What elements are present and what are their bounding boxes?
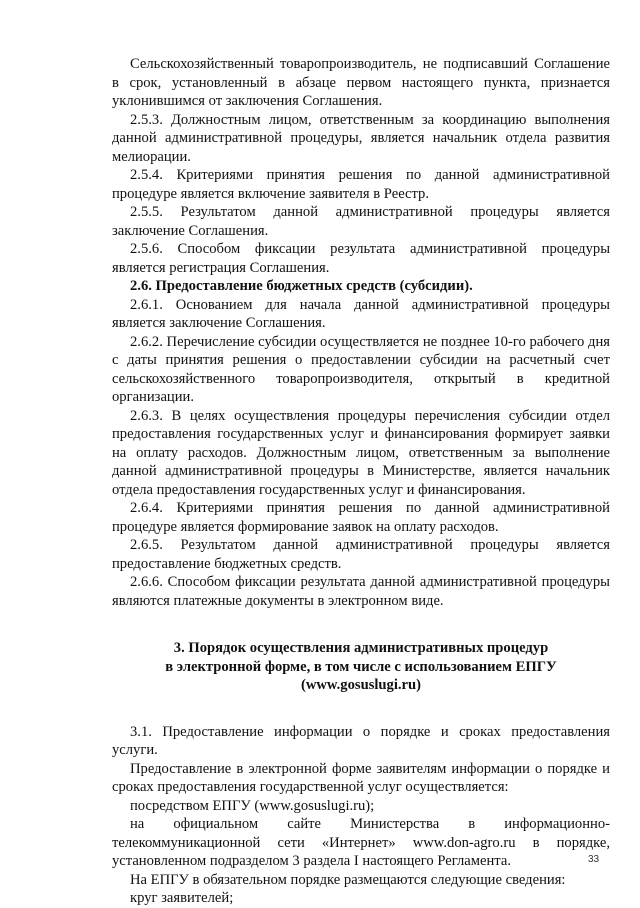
paragraph: 2.5.4. Критериями принятия решения по данной административной процедуре является включение заявителя в Реестр. [112,167,610,202]
paragraph: Предоставление в электронной форме заявителям информации о порядке и сроках предоставления государственной услуг осуществляется: [112,760,610,795]
section-3-title-line: (www.gosuslugi.ru) [300,677,421,693]
page-number: 33 [588,854,600,865]
paragraph: 2.5.5. Результатом данной административной процедуры является заключение Соглашения. [112,204,610,239]
section-3-title-line: 3. Порядок осуществления административных процедур [173,640,549,656]
paragraph: 2.6.4. Критериями принятия решения по данной административной процедуре является формирование заявок на оплату расходов. [112,500,610,535]
paragraph: Сельскохозяйственный товаропроизводитель, не подписавший Соглашение в срок, установленный в абзаце первом настоящего пункта, признается уклонившимся от заключения Соглашения. [112,56,610,109]
section-2-6-title: 2.6. Предоставление бюджетных средств (субсидии). [130,278,473,294]
paragraph: 2.6.6. Способом фиксации результата данной административной процедуры являются платежные документы в электронном виде. [112,574,610,609]
paragraph: посредством ЕПГУ (www.gosuslugi.ru); [130,797,375,814]
paragraph: 2.6.5. Результатом данной административной процедуры является предоставление бюджетных средств. [112,537,610,572]
paragraph: на официальном сайте Министерства в информационно-телекоммуникационной сети «Интернет» www.don-agro.ru в порядке, установленном подразделом 3 раздела I настоящего Регламента. [112,816,610,869]
paragraph: 2.5.3. Должностным лицом, ответственным за координацию выполнения данной административной процедуры, является начальник отдела развития мелиорации. [112,111,610,165]
paragraph: 2.6.3. В целях осуществления процедуры перечисления субсидии отдел предоставления государственных услуг и финансирования формирует заявки на оплату расходов. Должностным лицом, ответственным за выполнение данной административной процедуры в Министерстве, является начальник отдела предоставления государственных услуг и финансирования. [112,407,610,498]
paragraph: круг заявителей; [130,890,234,906]
section-3-title [112,639,610,695]
paragraph: 2.6.1. Основанием для начала данной административной процедуры является заключение Соглашения. [112,296,610,331]
paragraph: 3.1. Предоставление информации о порядке и сроках предоставления услуги. [112,723,610,758]
paragraph: На ЕПГУ в обязательном порядке размещаются следующие сведения: [130,871,566,888]
document-body [112,55,610,908]
paragraph: 2.5.6. Способом фиксации результата административной процедуры является регистрация Соглашения. [112,241,610,276]
section-3-title-line: в электронной форме, в том числе с использованием ЕПГУ [165,658,557,675]
paragraph: 2.6.2. Перечисление субсидии осуществляется не позднее 10-го рабочего дня с даты принятия решения о предоставлении субсидии на расчетный счет сельскохозяйственного товаропроизводителя, открытый в кредитной организации. [112,333,610,405]
